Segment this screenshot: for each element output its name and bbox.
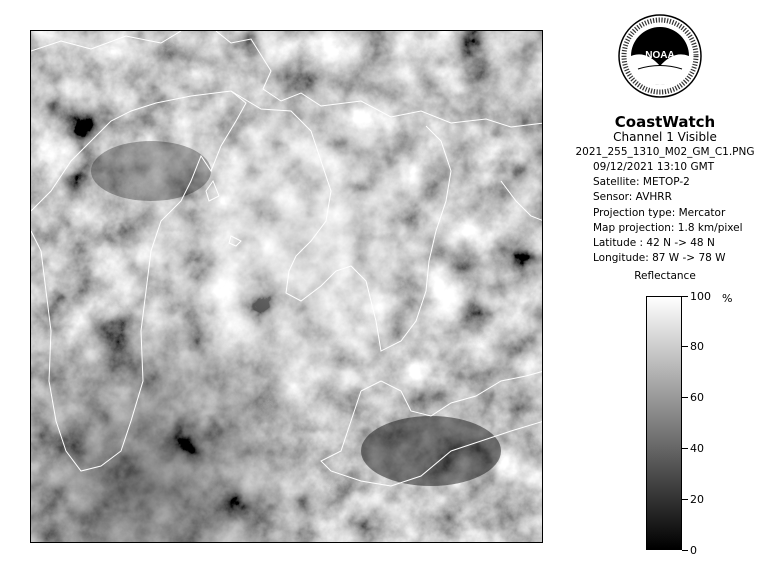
colorbar-tick <box>682 296 688 297</box>
colorbar-unit: % <box>722 292 733 305</box>
latitude-range: Latitude : 42 N -> 48 N <box>593 237 715 250</box>
colorbar-tick <box>682 499 688 500</box>
colorbar-title: Reflectance <box>634 270 696 282</box>
colorbar-tick <box>682 397 688 398</box>
sensor: Sensor: AVHRR <box>593 191 672 204</box>
satellite-image <box>30 30 543 543</box>
colorbar <box>646 296 682 550</box>
colorbar-tick <box>682 550 688 551</box>
colorbar-tick-label: 20 <box>690 492 704 506</box>
projection-type: Projection type: Mercator <box>593 206 726 219</box>
datetime: 09/12/2021 13:10 GMT <box>593 161 715 173</box>
colorbar-tick-label: 80 <box>690 340 704 354</box>
colorbar-tick-label: 60 <box>690 391 704 405</box>
colorbar-tick-label: 100 <box>690 289 711 303</box>
satellite: Satellite: METOP-2 <box>593 176 690 189</box>
filename: 2021_255_1310_M02_GM_C1.PNG <box>575 146 755 158</box>
channel-label: Channel 1 Visible <box>613 130 717 144</box>
map-projection: Map projection: 1.8 km/pixel <box>593 221 743 234</box>
product-title: CoastWatch <box>614 113 716 131</box>
colorbar-tick-label: 40 <box>690 441 704 455</box>
metadata-block <box>593 160 773 266</box>
longitude-range: Longitude: 87 W -> 78 W <box>593 252 726 265</box>
colorbar-tick-label: 0 <box>690 543 697 557</box>
colorbar-tick <box>682 346 688 347</box>
noaa-logo <box>618 14 702 98</box>
logo-center-text: NOAA <box>645 50 675 61</box>
info-panel <box>560 14 770 564</box>
colorbar-tick <box>682 448 688 449</box>
